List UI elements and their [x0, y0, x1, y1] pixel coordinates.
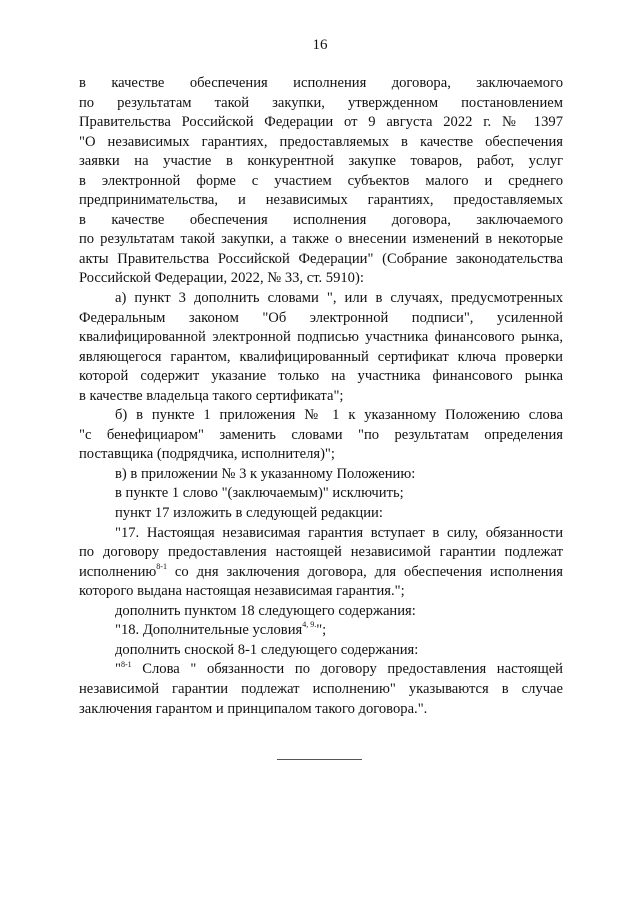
- text-line: в качестве владельца такого сертификата";: [79, 387, 344, 404]
- text-line: в качестве обеспечения исполнения договора, заключаемого: [79, 75, 563, 91]
- text-line: которого выдана настоящая независимая гарантия.";: [79, 583, 405, 600]
- text-line: [79, 563, 563, 583]
- text-line: по результатам такой закупки, а также о внесении изменений в некоторые: [79, 231, 563, 248]
- text-line: Федеральным законом "Об электронной подписи", усиленной: [79, 309, 563, 326]
- text-line: акты Правительства Российской Федерации" (Собрание законодательства: [79, 250, 563, 267]
- text-line: "О независимых гарантиях, предоставляемых в качестве обеспечения: [79, 133, 563, 150]
- text-line: в пункте 1 слово "(заключаемым)" исключить;: [115, 485, 404, 502]
- text-line: в электронной форме с участием субъектов малого и среднего: [79, 172, 563, 189]
- text-fragment: со дня заключения договора, для обеспечения исполнения: [174, 563, 563, 580]
- text-line: являющегося гарантом, квалифицированный сертификат ключа проверки: [79, 348, 563, 365]
- text-line: [79, 621, 563, 641]
- footnote-label-8-1: 8-1: [120, 659, 132, 669]
- page-number: 16: [312, 37, 328, 53]
- text-line: в) в приложении № 3 к указанному Положению:: [115, 465, 416, 482]
- footnote-ref-4-9: 4, 9.: [302, 620, 317, 630]
- quote-mark: ": [115, 661, 121, 678]
- text-line: а) пункт 3 дополнить словами ", или в случаях, предусмотренных: [115, 290, 563, 307]
- text-line: пункт 17 изложить в следующей редакции:: [115, 505, 383, 522]
- text-line: дополнить пунктом 18 следующего содержания:: [115, 602, 416, 619]
- text-line: предпринимательства, и независимых гарантиях, предоставляемых: [79, 192, 563, 209]
- text-line: заявки на участие в конкурентной закупке товаров, работ, услуг: [79, 153, 563, 170]
- text-line: дополнить сноской 8-1 следующего содержания:: [115, 641, 419, 658]
- text-line: независимой гарантии подлежат исполнению" указываются в случае: [79, 680, 563, 697]
- text-line: заключения гарантом и принципалом такого договора.".: [79, 700, 428, 717]
- text-fragment: Слова " обязанности по договору предоставления настоящей: [142, 661, 563, 678]
- footnote-ref-8-1: 8-1: [156, 561, 167, 571]
- text-line: "17. Настоящая независимая гарантия вступает в силу, обязанности: [115, 524, 563, 541]
- text-line: [79, 660, 563, 680]
- text-line: по результатам такой закупки, утвержденном постановлением: [79, 94, 563, 111]
- end-rule: [277, 759, 362, 760]
- document-body: [79, 74, 563, 719]
- text-line: в качестве обеспечения исполнения договора, заключаемого: [79, 211, 563, 228]
- text-line: Правительства Российской Федерации от 9 августа 2022 г. № 1397: [79, 114, 563, 131]
- execution-word: исполнению: [79, 563, 157, 580]
- text-line: квалифицированной электронной подписью участника финансового рынка,: [79, 329, 563, 346]
- text-line: "с бенефициаром" заменить словами "по результатам определения: [79, 426, 563, 443]
- text-fragment: ";: [316, 622, 327, 639]
- text-line: б) в пункте 1 приложения № 1 к указанному Положению слова: [115, 407, 563, 424]
- text-line: которой содержит указание только на участника финансового рынка: [79, 368, 563, 385]
- text-fragment: "18. Дополнительные условия: [115, 622, 303, 639]
- text-line: Российской Федерации, 2022, № 33, ст. 5910):: [79, 270, 364, 287]
- text-line: поставщика (подрядчика, исполнителя)";: [79, 446, 335, 463]
- text-line: по договору предоставления настоящей независимой гарантии подлежат: [79, 544, 563, 561]
